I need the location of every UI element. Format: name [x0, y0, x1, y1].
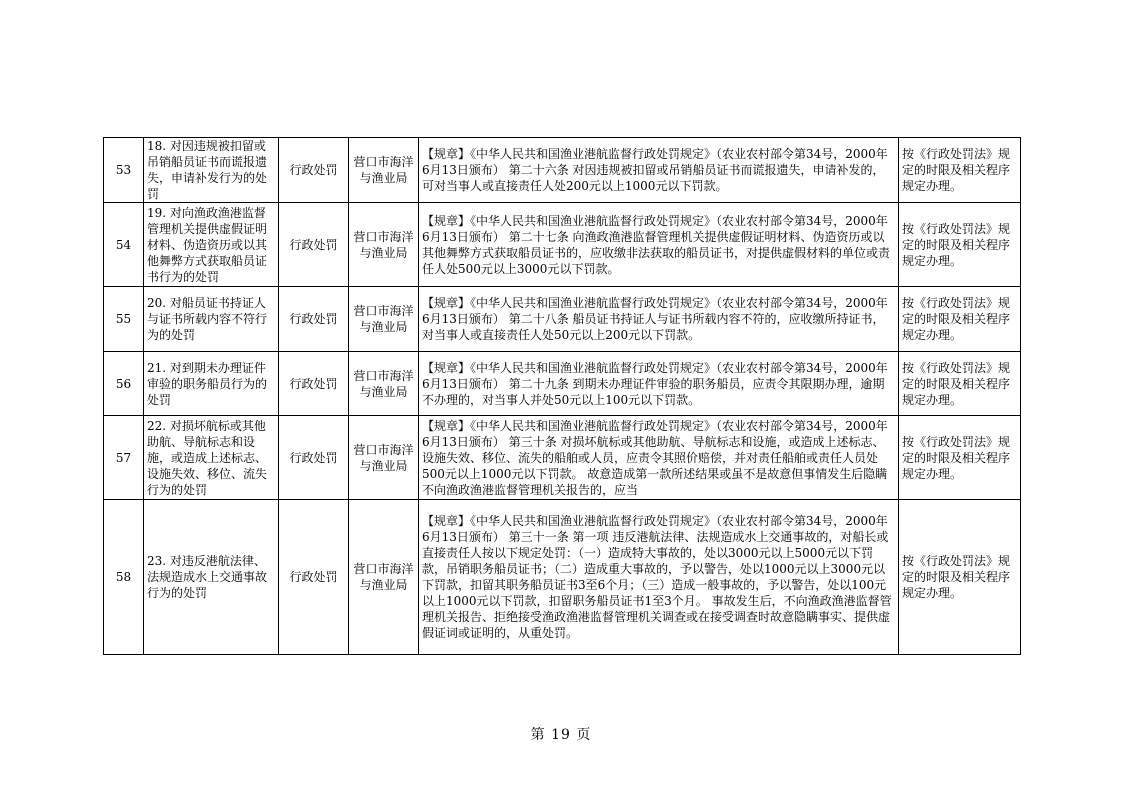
item-procedure: 按《行政处罚法》规定的时限及相关程序规定办理。: [899, 352, 1021, 416]
item-procedure: 按《行政处罚法》规定的时限及相关程序规定办理。: [899, 287, 1021, 352]
item-basis: 【规章】《中华人民共和国渔业港航监督行政处罚规定》（农业农村部令第34号，2000年6月13日颁布） 第三十一条 第一项 违反港航法律、法规造成水上交通事故的，对船长或直接责任人按以下规定处罚：（一）造成特大事故的，处以3000元以上5000元以下罚款，吊销职务船员证书；（二）造成重大事故的，予以警告，处以1000元以上3000元以下罚款，扣留其职务船员证书3至6个月；（三）造成一般事故的，予以警告，处以100元以上1000元以下罚款，扣留职务船员证书1至3个月。 事故发生后，不向渔政渔港监督管理机关报告、拒绝接受渔政渔港监督管理机关调查或在接受调查时故意隐瞒事实、提供虚假证词或证明的，从重处罚。: [419, 500, 899, 655]
item-basis: 【规章】《中华人民共和国渔业港航监督行政处罚规定》（农业农村部令第34号，2000年6月13日颁布） 第二十九条 到期未办理证件审验的职务船员，应责令其限期办理，逾期不办理的，对当事人并处50元以上100元以下罚款。: [419, 352, 899, 416]
row-number: 57: [104, 416, 144, 500]
table-row: [104, 138, 1021, 203]
row-number: 56: [104, 352, 144, 416]
item-procedure: 按《行政处罚法》规定的时限及相关程序规定办理。: [899, 416, 1021, 500]
item-agency: 营口市海洋与渔业局: [349, 416, 419, 500]
row-number: 54: [104, 203, 144, 287]
item-agency: 营口市海洋与渔业局: [349, 500, 419, 655]
item-type: 行政处罚: [279, 287, 349, 352]
item-name: 19. 对向渔政渔港监督管理机关提供虚假证明材料、伪造资历或以其他舞弊方式获取船员证书行为的处罚: [144, 203, 279, 287]
item-type: 行政处罚: [279, 500, 349, 655]
table-row: [104, 500, 1021, 655]
table-row: [104, 416, 1021, 500]
item-name: 22. 对损坏航标或其他助航、导航标志和设施，或造成上述标志、设施失效、移位、流失行为的处罚: [144, 416, 279, 500]
item-basis: [419, 416, 899, 500]
item-basis: 【规章】《中华人民共和国渔业港航监督行政处罚规定》（农业农村部令第34号，2000年6月13日颁布） 第二十七条 向渔政渔港监督管理机关提供虚假证明材料、伪造资历或以其他舞弊方式获取船员证书的，应收缴非法获取的船员证书，对提供虚假材料的单位或责任人处500元以上3000元以下罚款。: [419, 203, 899, 287]
item-type: 行政处罚: [279, 416, 349, 500]
item-procedure: 按《行政处罚法》规定的时限及相关程序规定办理。: [899, 500, 1021, 655]
item-name: 23. 对违反港航法律、法规造成水上交通事故行为的处罚: [144, 500, 279, 655]
item-name: 20. 对船员证书持证人与证书所载内容不符行为的处罚: [144, 287, 279, 352]
row-number: 55: [104, 287, 144, 352]
item-basis: 【规章】《中华人民共和国渔业港航监督行政处罚规定》（农业农村部令第34号，2000年6月13日颁布） 第二十六条 对因违规被扣留或吊销船员证书而谎报遗失，申请补发的，可对当事人或直接责任人处200元以上1000元以下罚款。: [419, 138, 899, 203]
item-agency: 营口市海洋与渔业局: [349, 203, 419, 287]
item-type: 行政处罚: [279, 203, 349, 287]
item-procedure: 按《行政处罚法》规定的时限及相关程序规定办理。: [899, 138, 1021, 203]
item-agency: 营口市海洋与渔业局: [349, 352, 419, 416]
item-basis: 【规章】《中华人民共和国渔业港航监督行政处罚规定》（农业农村部令第34号，2000年6月13日颁布） 第二十八条 船员证书持证人与证书所载内容不符的，应收缴所持证书，对当事人或直接责任人处50元以上200元以下罚款。: [419, 287, 899, 352]
table-row: [104, 203, 1021, 287]
item-name: 18. 对因违规被扣留或吊销船员证书而谎报遗失，申请补发行为的处罚: [144, 138, 279, 203]
item-agency: 营口市海洋与渔业局: [349, 287, 419, 352]
item-agency: 营口市海洋与渔业局: [349, 138, 419, 203]
row-number: 53: [104, 138, 144, 203]
page-number: 第 19 页: [530, 727, 592, 743]
item-basis-text: 【规章】《中华人民共和国渔业港航监督行政处罚规定》（农业农村部令第34号，2000年6月13日颁布） 第三十条 对损坏航标或其他助航、导航标志和设施，或造成上述标志、设施失效、移位、流失的船舶或人员，应责令其照价赔偿，并对责任船舶或责任人员处500元以上1000元以下罚款。 故意造成第一款所述结果或虽不是故意但事情发生后隐瞒不向渔政渔港监督管理机关报告的，应当: [422, 418, 888, 497]
item-name: 21. 对到期未办理证件审验的职务船员行为的处罚: [144, 352, 279, 416]
item-type: 行政处罚: [279, 138, 349, 203]
table-row: [104, 352, 1021, 416]
regulation-table: [103, 137, 1021, 655]
item-procedure: 按《行政处罚法》规定的时限及相关程序规定办理。: [899, 203, 1021, 287]
table-row: [104, 287, 1021, 352]
row-number: 58: [104, 500, 144, 655]
item-type: 行政处罚: [279, 352, 349, 416]
